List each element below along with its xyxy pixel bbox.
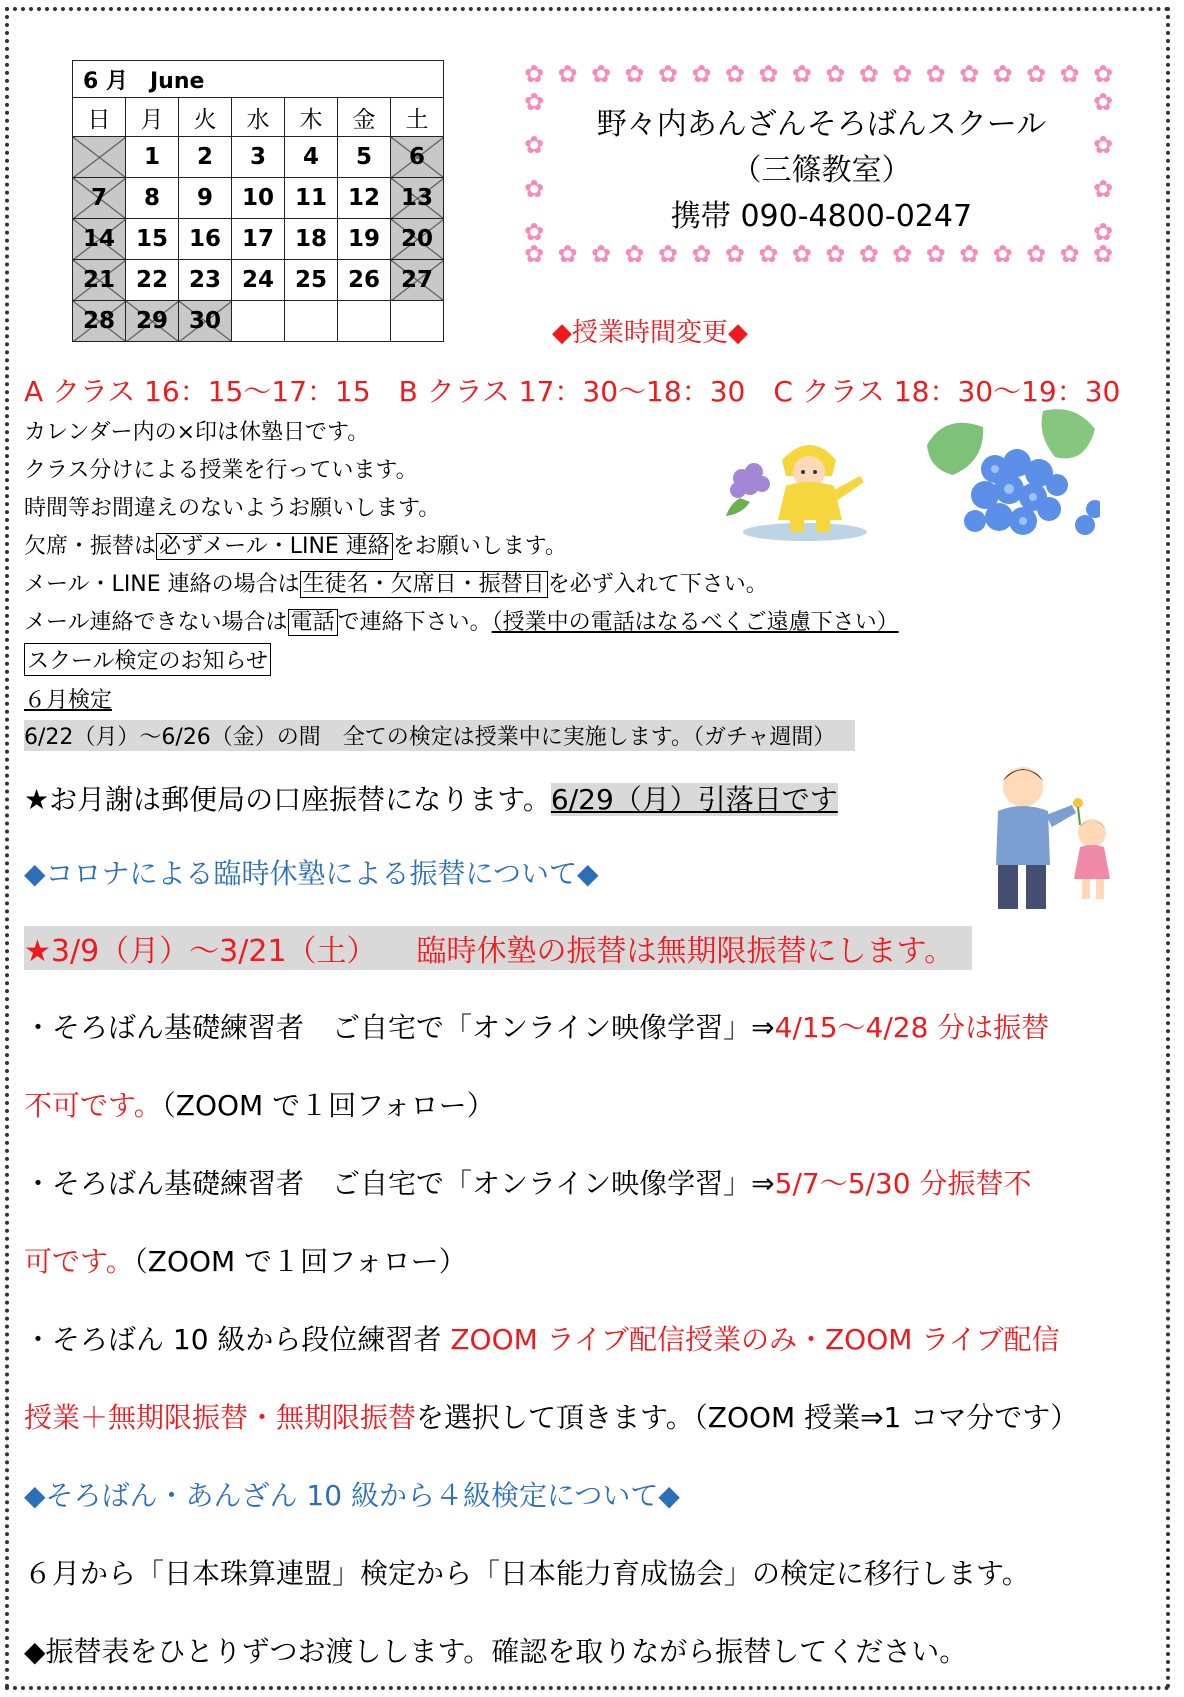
sakura-flower-icon bbox=[825, 244, 851, 264]
calendar-day-cell: 26 bbox=[338, 260, 391, 301]
corona-item-2 bbox=[24, 1162, 1031, 1202]
corona-item-3 bbox=[24, 1318, 1060, 1358]
calendar-week-row bbox=[73, 219, 444, 260]
schedule-change-heading: ◆授業時間変更◆ bbox=[552, 318, 748, 348]
fee-line bbox=[24, 778, 838, 818]
sakura-flower-icon bbox=[859, 64, 885, 84]
father-and-child-illustration bbox=[968, 755, 1123, 915]
calendar-day-cell: 6 bbox=[391, 137, 444, 178]
sakura-flower-icon bbox=[524, 244, 550, 264]
calendar-day-cell: 2 bbox=[179, 137, 232, 178]
corona-item-1-a: ・そろばん基礎練習者 ご自宅で「オンライン映像学習」⇒ bbox=[24, 1011, 775, 1044]
sakura-flower-icon bbox=[658, 64, 684, 84]
calendar-day-cell: 19 bbox=[338, 219, 391, 260]
calendar-day-cell: 15 bbox=[126, 219, 179, 260]
calendar-day-cell bbox=[285, 301, 338, 342]
notice-line-4 bbox=[24, 529, 567, 560]
calendar-day-cell: 24 bbox=[232, 260, 285, 301]
school-branch: （三篠教室） bbox=[731, 153, 912, 188]
notice-line-3: 時間等お間違えのないようお願いします。 bbox=[24, 496, 441, 521]
calendar-day-cell: 22 bbox=[126, 260, 179, 301]
calendar-day-cell: 27 bbox=[391, 260, 444, 301]
notice-line-6-underlined: （授業中の電話はなるべくご遠慮下さい） bbox=[491, 610, 899, 635]
corona-item-2-a: ・そろばん基礎練習者 ご自宅で「オンライン映像学習」⇒ bbox=[24, 1167, 775, 1200]
corona-item-1-c: 不可です。 bbox=[24, 1089, 162, 1122]
calendar-weekday: 日 bbox=[73, 98, 126, 137]
corona-item-2-d: （ZOOM で１回フォロー） bbox=[133, 1245, 467, 1278]
calendar-day-cell: 13 bbox=[391, 178, 444, 219]
sakura-flower-icon bbox=[792, 244, 818, 264]
calendar-weekday: 水 bbox=[232, 98, 285, 137]
calendar-week-row bbox=[73, 260, 444, 301]
notice-line-4-a: 欠席・振替は bbox=[24, 534, 157, 559]
sakura-flower-icon bbox=[1093, 64, 1119, 84]
sakura-border-bottom bbox=[524, 244, 1119, 264]
calendar-weekday: 土 bbox=[391, 98, 444, 137]
school-name: 野々内あんざんそろばんスクール bbox=[596, 107, 1047, 142]
sakura-flower-icon bbox=[725, 64, 751, 84]
calendar-day-cell: 5 bbox=[338, 137, 391, 178]
corona-item-1-d: （ZOOM で１回フォロー） bbox=[161, 1089, 495, 1122]
calendar-weekday: 火 bbox=[179, 98, 232, 137]
calendar-day-cell bbox=[391, 301, 444, 342]
sakura-flower-icon bbox=[959, 64, 985, 84]
calendar-week-row bbox=[73, 301, 444, 342]
calendar-day-cell bbox=[338, 301, 391, 342]
sakura-flower-icon bbox=[1060, 244, 1086, 264]
corona-item-3-a: ・そろばん 10 級から段位練習者 bbox=[24, 1323, 451, 1356]
sakura-border-top bbox=[524, 64, 1119, 84]
calendar-title: 6 月 June bbox=[73, 61, 444, 98]
calendar-day-cell: 30 bbox=[179, 301, 232, 342]
corona-item-1-b: 4/15〜4/28 分は振替 bbox=[774, 1011, 1050, 1044]
sakura-flower-icon bbox=[993, 64, 1019, 84]
notice-line-1: カレンダー内の×印は休塾日です。 bbox=[24, 420, 370, 445]
exam-period: 6/22（月）〜6/26（金）の間 全ての検定は授業中に実施します。（ガチャ週間） bbox=[24, 720, 855, 751]
calendar-day-cell: 1 bbox=[126, 137, 179, 178]
calendar-day-cell: 4 bbox=[285, 137, 338, 178]
sakura-flower-icon bbox=[691, 64, 717, 84]
sakura-flower-icon bbox=[1026, 244, 1052, 264]
notice-line-4-c: をお願いします。 bbox=[392, 534, 568, 559]
exam-change-heading: ◆そろばん・あんざん 10 級から４級検定について◆ bbox=[24, 1479, 680, 1512]
sakura-flower-icon bbox=[725, 244, 751, 264]
calendar-day-cell: 18 bbox=[285, 219, 338, 260]
calendar-day-cell bbox=[232, 301, 285, 342]
sakura-flower-icon bbox=[1093, 244, 1119, 264]
school-exam-notice-box: スクール検定のお知らせ bbox=[24, 643, 271, 676]
calendar-weekday: 金 bbox=[338, 98, 391, 137]
school-info-box bbox=[524, 64, 1119, 270]
sakura-flower-icon bbox=[926, 244, 952, 264]
calendar-day-cell: 8 bbox=[126, 178, 179, 219]
sakura-flower-icon bbox=[792, 64, 818, 84]
child-in-raincoat-illustration bbox=[720, 420, 890, 545]
calendar-day-cell: 7 bbox=[73, 178, 126, 219]
sakura-flower-icon bbox=[1060, 64, 1086, 84]
notice-line-5 bbox=[24, 567, 768, 598]
calendar-day-cell: 11 bbox=[285, 178, 338, 219]
calendar-week-row bbox=[73, 137, 444, 178]
corona-heading: ◆コロナによる臨時休塾による振替について◆ bbox=[24, 857, 599, 890]
corona-item-1-cont bbox=[24, 1084, 495, 1124]
calendar-weekday-row bbox=[73, 98, 444, 137]
sakura-flower-icon bbox=[524, 64, 550, 84]
corona-item-2-b: 5/7〜5/30 分振替不 bbox=[774, 1167, 1032, 1200]
calendar-day-cell bbox=[73, 137, 126, 178]
sakura-flower-icon bbox=[926, 64, 952, 84]
footer-note: ◆振替表をひとりずつお渡しします。確認を取りながら振替してください。 bbox=[24, 1635, 968, 1668]
school-text bbox=[524, 102, 1119, 240]
sakura-flower-icon bbox=[859, 244, 885, 264]
fee-text: ★お月謝は郵便局の口座振替になります。 bbox=[24, 783, 551, 816]
corona-item-3-b: ZOOM ライブ配信授業のみ・ZOOM ライブ配信 bbox=[450, 1323, 1060, 1356]
calendar-day-cell: 12 bbox=[338, 178, 391, 219]
calendar-day-cell: 23 bbox=[179, 260, 232, 301]
corona-period: ★3/9（月）〜3/21（土） bbox=[24, 934, 377, 969]
corona-item-3-d: を選択して頂きます。（ZOOM 授業⇒1 コマ分です） bbox=[416, 1401, 1079, 1434]
corona-period-line bbox=[24, 926, 972, 970]
calendar-day-cell: 25 bbox=[285, 260, 338, 301]
fee-date: 6/29（月）引落日です bbox=[550, 783, 838, 816]
sakura-flower-icon bbox=[758, 64, 784, 84]
notice-line-2: クラス分けによる授業を行っています。 bbox=[24, 458, 418, 483]
corona-item-2-cont bbox=[24, 1240, 467, 1280]
calendar-day-cell: 28 bbox=[73, 301, 126, 342]
sakura-flower-icon bbox=[993, 244, 1019, 264]
sakura-flower-icon bbox=[557, 244, 583, 264]
sakura-flower-icon bbox=[825, 64, 851, 84]
calendar-weekday: 月 bbox=[126, 98, 179, 137]
sakura-flower-icon bbox=[959, 244, 985, 264]
calendar-day-cell: 17 bbox=[232, 219, 285, 260]
notice-line-6-a: メール連絡できない場合は bbox=[24, 610, 288, 635]
notice-line-5-a: メール・LINE 連絡の場合は bbox=[24, 572, 300, 597]
sakura-flower-icon bbox=[624, 244, 650, 264]
school-phone: 携帯 090-4800-0247 bbox=[670, 199, 973, 234]
sakura-flower-icon bbox=[591, 64, 617, 84]
calendar-day-cell: 16 bbox=[179, 219, 232, 260]
sakura-flower-icon bbox=[892, 244, 918, 264]
sakura-flower-icon bbox=[557, 64, 583, 84]
hydrangea-illustration bbox=[925, 405, 1100, 560]
sakura-flower-icon bbox=[658, 244, 684, 264]
calendar-day-cell: 3 bbox=[232, 137, 285, 178]
notice-line-6 bbox=[24, 605, 899, 636]
corona-item-2-c: 可です。 bbox=[24, 1245, 134, 1278]
notice-line-4-boxed: 必ずメール・LINE 連絡 bbox=[156, 533, 393, 560]
class-times: A クラス 16：15〜17：15 B クラス 17：30〜18：30 C クラス 18：30〜19：30 bbox=[24, 375, 1121, 408]
exam-change-text: ６月から「日本珠算連盟」検定から「日本能力育成協会」の検定に移行します。 bbox=[24, 1557, 1030, 1590]
calendar-day-cell: 10 bbox=[232, 178, 285, 219]
corona-item-3-cont bbox=[24, 1396, 1078, 1436]
calendar-day-cell: 20 bbox=[391, 219, 444, 260]
corona-policy: 臨時休塾の振替は無期限振替にします。 bbox=[416, 934, 955, 969]
sakura-flower-icon bbox=[892, 64, 918, 84]
calendar bbox=[72, 60, 444, 342]
corona-item-1 bbox=[24, 1006, 1049, 1046]
sakura-flower-icon bbox=[758, 244, 784, 264]
exam-month: ６月検定 bbox=[24, 688, 113, 713]
calendar-week-row bbox=[73, 178, 444, 219]
notice-line-6-c: で連絡下さい。 bbox=[337, 610, 492, 635]
notice-line-5-boxed: 生徒名・欠席日・振替日 bbox=[300, 571, 548, 598]
sakura-flower-icon bbox=[691, 244, 717, 264]
sakura-flower-icon bbox=[591, 244, 617, 264]
notice-line-6-boxed: 電話 bbox=[288, 609, 338, 636]
sakura-flower-icon bbox=[1026, 64, 1052, 84]
notice-line-5-c: を必ず入れて下さい。 bbox=[547, 572, 768, 597]
sakura-flower-icon bbox=[624, 64, 650, 84]
corona-item-3-c: 授業＋無期限振替・無期限振替 bbox=[24, 1401, 417, 1434]
calendar-day-cell: 9 bbox=[179, 178, 232, 219]
calendar-day-cell: 29 bbox=[126, 301, 179, 342]
calendar-weekday: 木 bbox=[285, 98, 338, 137]
calendar-day-cell: 21 bbox=[73, 260, 126, 301]
calendar-day-cell: 14 bbox=[73, 219, 126, 260]
